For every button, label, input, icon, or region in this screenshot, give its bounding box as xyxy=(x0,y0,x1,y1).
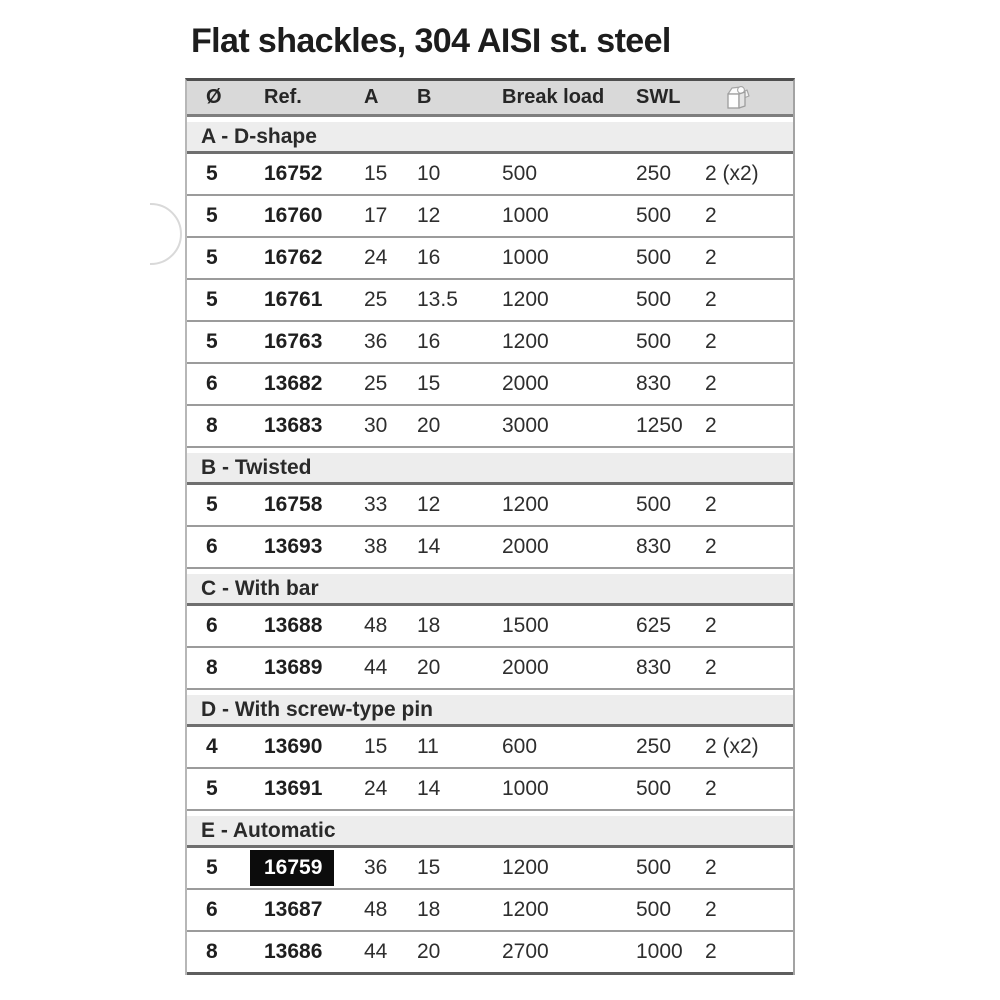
cell-pack-qty: 2 xyxy=(705,940,717,963)
cell-diameter: 8 xyxy=(206,414,218,437)
cell-diameter: 5 xyxy=(206,777,218,800)
table-row xyxy=(187,485,793,527)
column-header-b: B xyxy=(417,86,432,108)
cell-a: 30 xyxy=(364,414,388,437)
table-row xyxy=(187,406,793,448)
cell-break-load: 1500 xyxy=(502,614,549,637)
section-label: C - With bar xyxy=(201,577,319,600)
cell-diameter: 6 xyxy=(206,535,218,558)
cell-b: 11 xyxy=(417,735,439,758)
table-row xyxy=(187,606,793,648)
cell-b: 15 xyxy=(417,856,441,879)
cell-ref: 13691 xyxy=(264,777,323,800)
cell-ref: 13686 xyxy=(264,940,323,963)
cell-swl: 250 xyxy=(636,162,672,185)
cell-b: 13.5 xyxy=(417,288,458,311)
table-row xyxy=(187,154,793,196)
cell-break-load: 1200 xyxy=(502,288,549,311)
cell-break-load: 1000 xyxy=(502,777,549,800)
cell-a: 25 xyxy=(364,288,388,311)
cell-a: 36 xyxy=(364,856,388,879)
cell-break-load: 1000 xyxy=(502,246,549,269)
cell-a: 25 xyxy=(364,372,388,395)
cell-swl: 830 xyxy=(636,656,672,679)
cell-pack-qty: 2 xyxy=(705,493,717,516)
cell-b: 12 xyxy=(417,204,441,227)
shackles-spec-table xyxy=(185,78,795,975)
cell-a: 44 xyxy=(364,940,388,963)
cell-b: 18 xyxy=(417,614,441,637)
cell-diameter: 8 xyxy=(206,940,218,963)
cell-diameter: 4 xyxy=(206,735,218,758)
table-header-row xyxy=(187,81,793,117)
cell-pack-qty: 2 xyxy=(705,856,717,879)
section-header xyxy=(187,816,793,848)
cell-swl: 500 xyxy=(636,856,672,879)
cell-diameter: 5 xyxy=(206,162,218,185)
cell-swl: 500 xyxy=(636,204,672,227)
cell-diameter: 6 xyxy=(206,614,218,637)
table-row xyxy=(187,932,793,975)
cell-pack-qty: 2 xyxy=(705,204,717,227)
cell-ref: 13683 xyxy=(264,414,323,437)
cell-pack-qty: 2 xyxy=(705,288,717,311)
cell-a: 33 xyxy=(364,493,388,516)
table-row xyxy=(187,322,793,364)
cell-b: 18 xyxy=(417,898,441,921)
cell-ref: 13690 xyxy=(264,735,323,758)
cell-pack-qty: 2 xyxy=(705,535,717,558)
cell-pack-qty: 2 xyxy=(705,898,717,921)
cell-pack-qty: 2 xyxy=(705,246,717,269)
package-icon xyxy=(725,84,752,112)
cell-diameter: 8 xyxy=(206,656,218,679)
table-row xyxy=(187,238,793,280)
cell-swl: 500 xyxy=(636,330,672,353)
table-row xyxy=(187,890,793,932)
column-header-a: A xyxy=(364,86,379,108)
cell-ref: 16759 xyxy=(239,855,340,881)
cell-break-load: 1200 xyxy=(502,493,549,516)
cell-ref: 16758 xyxy=(264,493,323,516)
cell-break-load: 2000 xyxy=(502,535,549,558)
cell-pack-qty: 2 (x2) xyxy=(705,162,759,185)
cell-diameter: 5 xyxy=(206,288,218,311)
section-header xyxy=(187,453,793,485)
cell-diameter: 5 xyxy=(206,330,218,353)
table-row xyxy=(187,848,793,890)
column-header-swl: SWL xyxy=(636,86,681,108)
cell-ref: 13687 xyxy=(264,898,323,921)
cell-pack-qty: 2 xyxy=(705,614,717,637)
cell-pack-qty: 2 xyxy=(705,372,717,395)
cell-diameter: 5 xyxy=(206,204,218,227)
cell-ref: 16760 xyxy=(264,204,323,227)
cell-a: 48 xyxy=(364,614,388,637)
cell-break-load: 2000 xyxy=(502,656,549,679)
cell-diameter: 5 xyxy=(206,246,218,269)
section-label: D - With screw-type pin xyxy=(201,698,433,721)
cell-diameter: 6 xyxy=(206,372,218,395)
cell-diameter: 6 xyxy=(206,898,218,921)
cell-b: 12 xyxy=(417,493,441,516)
cell-break-load: 500 xyxy=(502,162,538,185)
section-label: E - Automatic xyxy=(201,819,336,842)
section-header xyxy=(187,574,793,606)
cell-b: 16 xyxy=(417,330,441,353)
column-header-ref: Ref. xyxy=(264,86,302,108)
cell-break-load: 1200 xyxy=(502,330,549,353)
cell-swl: 830 xyxy=(636,372,672,395)
cell-diameter: 5 xyxy=(206,856,218,879)
cell-a: 36 xyxy=(364,330,388,353)
cell-a: 24 xyxy=(364,246,388,269)
cell-b: 10 xyxy=(417,162,441,185)
cell-pack-qty: 2 xyxy=(705,656,717,679)
cell-b: 20 xyxy=(417,656,441,679)
table-row xyxy=(187,527,793,569)
cell-b: 20 xyxy=(417,940,441,963)
cell-ref: 16761 xyxy=(264,288,323,311)
cell-a: 24 xyxy=(364,777,388,800)
column-header-diameter: Ø xyxy=(206,86,222,108)
cell-ref: 13682 xyxy=(264,372,323,395)
cell-a: 17 xyxy=(364,204,388,227)
cell-b: 16 xyxy=(417,246,441,269)
cell-break-load: 1000 xyxy=(502,204,549,227)
cell-break-load: 1200 xyxy=(502,856,549,879)
column-header-breakload: Break load xyxy=(502,86,605,108)
page-title: Flat shackles, 304 AISI st. steel xyxy=(191,22,671,60)
table-row xyxy=(187,769,793,811)
cell-a: 48 xyxy=(364,898,388,921)
cell-swl: 500 xyxy=(636,898,672,921)
table-row xyxy=(187,727,793,769)
cell-b: 14 xyxy=(417,535,441,558)
cell-diameter: 5 xyxy=(206,493,218,516)
decorative-edge-arc xyxy=(150,200,183,266)
cell-break-load: 2000 xyxy=(502,372,549,395)
cell-b: 14 xyxy=(417,777,441,800)
cell-pack-qty: 2 xyxy=(705,330,717,353)
cell-pack-qty: 2 xyxy=(705,414,717,437)
cell-swl: 1000 xyxy=(636,940,683,963)
section-label: A - D-shape xyxy=(201,125,317,148)
cell-swl: 500 xyxy=(636,288,672,311)
cell-swl: 500 xyxy=(636,246,672,269)
table-body xyxy=(187,122,793,975)
cell-ref: 13693 xyxy=(264,535,323,558)
cell-b: 15 xyxy=(417,372,441,395)
column-header-pack xyxy=(681,84,793,112)
cell-break-load: 3000 xyxy=(502,414,549,437)
cell-ref: 13689 xyxy=(264,656,323,679)
section-label: B - Twisted xyxy=(201,456,312,479)
cell-ref: 16763 xyxy=(264,330,323,353)
section-header xyxy=(187,695,793,727)
cell-b: 20 xyxy=(417,414,441,437)
cell-swl: 830 xyxy=(636,535,672,558)
cell-swl: 1250 xyxy=(636,414,683,437)
cell-swl: 625 xyxy=(636,614,672,637)
section-header xyxy=(187,122,793,154)
cell-a: 44 xyxy=(364,656,388,679)
cell-ref: 13688 xyxy=(264,614,323,637)
table-row xyxy=(187,280,793,322)
cell-break-load: 2700 xyxy=(502,940,549,963)
cell-break-load: 600 xyxy=(502,735,538,758)
cell-pack-qty: 2 (x2) xyxy=(705,735,759,758)
table-row xyxy=(187,364,793,406)
table-row xyxy=(187,648,793,690)
cell-swl: 500 xyxy=(636,493,672,516)
cell-pack-qty: 2 xyxy=(705,777,717,800)
cell-ref: 16752 xyxy=(264,162,323,185)
cell-a: 15 xyxy=(364,162,388,185)
cell-swl: 500 xyxy=(636,777,672,800)
table-row xyxy=(187,196,793,238)
cell-a: 38 xyxy=(364,535,388,558)
cell-break-load: 1200 xyxy=(502,898,549,921)
cell-swl: 250 xyxy=(636,735,672,758)
cell-ref: 16762 xyxy=(264,246,323,269)
cell-a: 15 xyxy=(364,735,388,758)
